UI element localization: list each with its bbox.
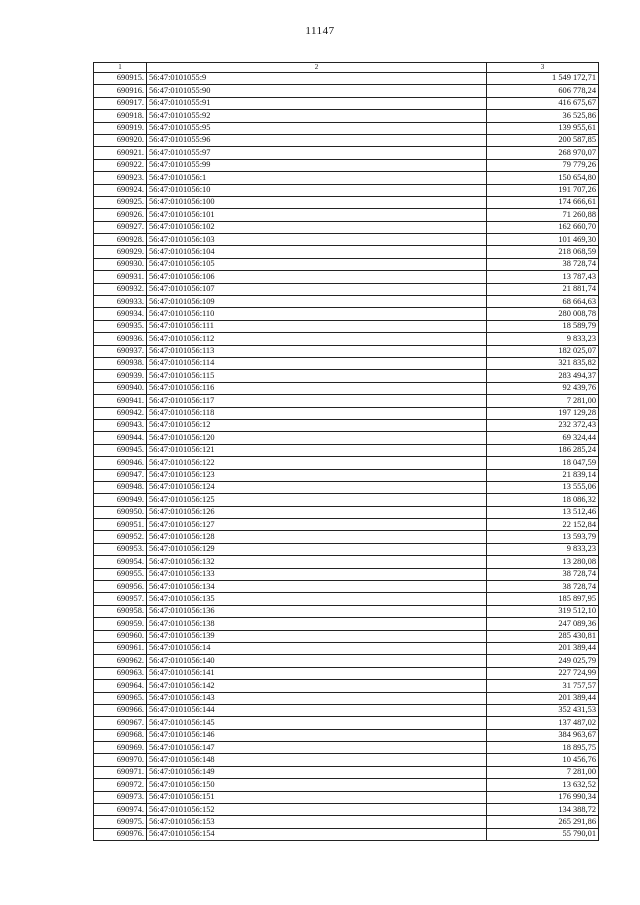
- cadastral-number-cell: 56:47:0101055:95: [147, 122, 487, 134]
- table-row: [94, 655, 599, 667]
- cadastral-value-cell: 13 280,08: [487, 556, 599, 568]
- cadastral-value-cell: 7 281,00: [487, 766, 599, 778]
- table-row: [94, 382, 599, 394]
- row-number-cell: 690933.: [94, 296, 147, 308]
- table-row: [94, 742, 599, 754]
- cadastral-value-cell: 71 260,88: [487, 209, 599, 221]
- cadastral-value-cell: 265 291,86: [487, 816, 599, 828]
- row-number-cell: 690931.: [94, 271, 147, 283]
- cadastral-number-cell: 56:47:0101056:138: [147, 618, 487, 630]
- row-number-cell: 690955.: [94, 568, 147, 580]
- cadastral-number-cell: 56:47:0101055:99: [147, 159, 487, 171]
- cadastral-value-cell: 218 068,59: [487, 246, 599, 258]
- table-row: [94, 791, 599, 803]
- row-number-cell: 690961.: [94, 642, 147, 654]
- cadastral-value-cell: 21 839,14: [487, 469, 599, 481]
- table-row: [94, 271, 599, 283]
- cadastral-value-cell: 7 281,00: [487, 395, 599, 407]
- row-number-cell: 690971.: [94, 766, 147, 778]
- row-number-cell: 690934.: [94, 308, 147, 320]
- cadastral-value-cell: 92 439,76: [487, 382, 599, 394]
- row-number-cell: 690958.: [94, 605, 147, 617]
- cadastral-value-cell: 79 779,26: [487, 159, 599, 171]
- table-row: [94, 494, 599, 506]
- row-number-cell: 690956.: [94, 581, 147, 593]
- cadastral-value-cell: 283 494,37: [487, 370, 599, 382]
- table-row: [94, 308, 599, 320]
- row-number-cell: 690925.: [94, 196, 147, 208]
- row-number-cell: 690954.: [94, 556, 147, 568]
- cadastral-number-cell: 56:47:0101056:104: [147, 246, 487, 258]
- row-number-cell: 690950.: [94, 506, 147, 518]
- table-row: [94, 407, 599, 419]
- cadastral-value-cell: 200 587,85: [487, 134, 599, 146]
- row-number-cell: 690920.: [94, 134, 147, 146]
- row-number-cell: 690919.: [94, 122, 147, 134]
- table-row: [94, 395, 599, 407]
- column-header-value: 3: [487, 63, 599, 73]
- cadastral-value-cell: 139 955,61: [487, 122, 599, 134]
- cadastral-value-cell: 201 389,44: [487, 642, 599, 654]
- table-row: [94, 97, 599, 109]
- cadastral-number-cell: 56:47:0101055:96: [147, 134, 487, 146]
- table-row: [94, 258, 599, 270]
- row-number-cell: 690949.: [94, 494, 147, 506]
- row-number-cell: 690941.: [94, 395, 147, 407]
- cadastral-number-cell: 56:47:0101056:12: [147, 419, 487, 431]
- cadastral-value-cell: 191 707,26: [487, 184, 599, 196]
- table-row: [94, 618, 599, 630]
- table-row: [94, 581, 599, 593]
- cadastral-value-cell: 352 431,53: [487, 704, 599, 716]
- cadastral-number-cell: 56:47:0101056:125: [147, 494, 487, 506]
- row-number-cell: 690970.: [94, 754, 147, 766]
- cadastral-number-cell: 56:47:0101055:90: [147, 85, 487, 97]
- row-number-cell: 690975.: [94, 816, 147, 828]
- cadastral-number-cell: 56:47:0101056:121: [147, 444, 487, 456]
- table-row: [94, 221, 599, 233]
- table-row: [94, 804, 599, 816]
- cadastral-value-cell: 137 487,02: [487, 717, 599, 729]
- cadastral-value-cell: 38 728,74: [487, 258, 599, 270]
- cadastral-value-cell: 55 790,01: [487, 828, 599, 840]
- cadastral-value-cell: 38 728,74: [487, 568, 599, 580]
- cadastral-value-cell: 319 512,10: [487, 605, 599, 617]
- cadastral-number-cell: 56:47:0101056:154: [147, 828, 487, 840]
- table-row: [94, 134, 599, 146]
- cadastral-number-cell: 56:47:0101056:116: [147, 382, 487, 394]
- table-row: [94, 419, 599, 431]
- cadastral-number-cell: 56:47:0101056:146: [147, 729, 487, 741]
- table-row: [94, 246, 599, 258]
- table-row: [94, 234, 599, 246]
- cadastral-value-cell: 13 555,06: [487, 481, 599, 493]
- row-number-cell: 690948.: [94, 481, 147, 493]
- table-row: [94, 543, 599, 555]
- cadastral-number-cell: 56:47:0101056:142: [147, 680, 487, 692]
- cadastral-value-cell: 197 129,28: [487, 407, 599, 419]
- cadastral-number-cell: 56:47:0101056:135: [147, 593, 487, 605]
- cadastral-number-cell: 56:47:0101056:110: [147, 308, 487, 320]
- table-row: [94, 754, 599, 766]
- table-row: [94, 147, 599, 159]
- cadastral-value-cell: 38 728,74: [487, 581, 599, 593]
- cadastral-value-cell: 227 724,99: [487, 667, 599, 679]
- cadastral-number-cell: 56:47:0101056:14: [147, 642, 487, 654]
- table-row: [94, 296, 599, 308]
- table-row: [94, 469, 599, 481]
- cadastral-number-cell: 56:47:0101056:128: [147, 531, 487, 543]
- row-number-cell: 690932.: [94, 283, 147, 295]
- row-number-cell: 690942.: [94, 407, 147, 419]
- table-row: [94, 667, 599, 679]
- row-number-cell: 690952.: [94, 531, 147, 543]
- row-number-cell: 690959.: [94, 618, 147, 630]
- row-number-cell: 690923.: [94, 172, 147, 184]
- cadastral-number-cell: 56:47:0101056:101: [147, 209, 487, 221]
- cadastral-value-cell: 69 324,44: [487, 432, 599, 444]
- row-number-cell: 690967.: [94, 717, 147, 729]
- row-number-cell: 690929.: [94, 246, 147, 258]
- table-row: [94, 766, 599, 778]
- row-number-cell: 690953.: [94, 543, 147, 555]
- row-number-cell: 690936.: [94, 333, 147, 345]
- row-number-cell: 690946.: [94, 457, 147, 469]
- cadastral-number-cell: 56:47:0101056:109: [147, 296, 487, 308]
- row-number-cell: 690944.: [94, 432, 147, 444]
- cadastral-value-cell: 185 897,95: [487, 593, 599, 605]
- column-header-cadastral-number: 2: [147, 63, 487, 73]
- cadastral-value-cell: 13 512,46: [487, 506, 599, 518]
- cadastral-number-cell: 56:47:0101056:143: [147, 692, 487, 704]
- table-row: [94, 692, 599, 704]
- row-number-cell: 690965.: [94, 692, 147, 704]
- table-row: [94, 519, 599, 531]
- cadastral-number-cell: 56:47:0101055:9: [147, 73, 487, 85]
- cadastral-number-cell: 56:47:0101056:103: [147, 234, 487, 246]
- row-number-cell: 690969.: [94, 742, 147, 754]
- table-row: [94, 85, 599, 97]
- row-number-cell: 690963.: [94, 667, 147, 679]
- cadastral-number-cell: 56:47:0101056:105: [147, 258, 487, 270]
- row-number-cell: 690966.: [94, 704, 147, 716]
- cadastral-value-cell: 606 778,24: [487, 85, 599, 97]
- row-number-cell: 690940.: [94, 382, 147, 394]
- row-number-cell: 690945.: [94, 444, 147, 456]
- cadastral-value-cell: 249 025,79: [487, 655, 599, 667]
- table-row: [94, 172, 599, 184]
- cadastral-number-cell: 56:47:0101055:91: [147, 97, 487, 109]
- cadastral-number-cell: 56:47:0101056:120: [147, 432, 487, 444]
- table-row: [94, 444, 599, 456]
- cadastral-number-cell: 56:47:0101056:139: [147, 630, 487, 642]
- table-row: [94, 531, 599, 543]
- cadastral-number-cell: 56:47:0101056:151: [147, 791, 487, 803]
- cadastral-value-cell: 174 666,61: [487, 196, 599, 208]
- cadastral-number-cell: 56:47:0101056:152: [147, 804, 487, 816]
- row-number-cell: 690968.: [94, 729, 147, 741]
- page-number: 11147: [305, 25, 335, 37]
- table-row: [94, 481, 599, 493]
- row-number-cell: 690930.: [94, 258, 147, 270]
- row-number-cell: 690964.: [94, 680, 147, 692]
- table-row: [94, 506, 599, 518]
- cadastral-value-cell: 186 285,24: [487, 444, 599, 456]
- cadastral-value-cell: 101 469,30: [487, 234, 599, 246]
- table-row: [94, 779, 599, 791]
- column-header-number: 1: [94, 63, 147, 73]
- cadastral-number-cell: 56:47:0101055:97: [147, 147, 487, 159]
- cadastral-value-cell: 201 389,44: [487, 692, 599, 704]
- cadastral-value-cell: 36 525,86: [487, 110, 599, 122]
- table-row: [94, 642, 599, 654]
- table-row: [94, 717, 599, 729]
- cadastral-number-cell: 56:47:0101056:112: [147, 333, 487, 345]
- cadastral-value-cell: 18 895,75: [487, 742, 599, 754]
- table-row: [94, 704, 599, 716]
- row-number-cell: 690917.: [94, 97, 147, 109]
- cadastral-number-cell: 56:47:0101056:124: [147, 481, 487, 493]
- row-number-cell: 690924.: [94, 184, 147, 196]
- cadastral-value-cell: 9 833,23: [487, 543, 599, 555]
- cadastral-value-cell: 416 675,67: [487, 97, 599, 109]
- cadastral-number-cell: 56:47:0101056:147: [147, 742, 487, 754]
- cadastral-value-cell: 22 152,84: [487, 519, 599, 531]
- cadastral-number-cell: 56:47:0101056:150: [147, 779, 487, 791]
- table-row: [94, 457, 599, 469]
- row-number-cell: 690935.: [94, 320, 147, 332]
- table-row: [94, 122, 599, 134]
- cadastral-number-cell: 56:47:0101056:140: [147, 655, 487, 667]
- table-row: [94, 605, 599, 617]
- table-row: [94, 568, 599, 580]
- table-row: [94, 159, 599, 171]
- cadastral-number-cell: 56:47:0101056:123: [147, 469, 487, 481]
- table-row: [94, 432, 599, 444]
- row-number-cell: 690928.: [94, 234, 147, 246]
- cadastral-value-cell: 1 549 172,71: [487, 73, 599, 85]
- cadastral-number-cell: 56:47:0101056:115: [147, 370, 487, 382]
- cadastral-value-cell: 182 025,07: [487, 345, 599, 357]
- cadastral-value-cell: 232 372,43: [487, 419, 599, 431]
- cadastral-value-cell: 18 047,59: [487, 457, 599, 469]
- table-row: [94, 729, 599, 741]
- row-number-cell: 690943.: [94, 419, 147, 431]
- cadastral-value-cell: 285 430,81: [487, 630, 599, 642]
- row-number-cell: 690921.: [94, 147, 147, 159]
- table-row: [94, 320, 599, 332]
- table-row: [94, 333, 599, 345]
- cadastral-value-cell: 134 388,72: [487, 804, 599, 816]
- table-row: [94, 828, 599, 840]
- row-number-cell: 690976.: [94, 828, 147, 840]
- row-number-cell: 690922.: [94, 159, 147, 171]
- table-row: [94, 184, 599, 196]
- cadastral-number-cell: 56:47:0101056:10: [147, 184, 487, 196]
- row-number-cell: 690926.: [94, 209, 147, 221]
- cadastral-value-cell: 21 881,74: [487, 283, 599, 295]
- row-number-cell: 690918.: [94, 110, 147, 122]
- row-number-cell: 690927.: [94, 221, 147, 233]
- cadastral-number-cell: 56:47:0101056:132: [147, 556, 487, 568]
- cadastral-number-cell: 56:47:0101056:133: [147, 568, 487, 580]
- row-number-cell: 690973.: [94, 791, 147, 803]
- cadastral-value-cell: 280 008,78: [487, 308, 599, 320]
- table-row: [94, 196, 599, 208]
- table-row: [94, 556, 599, 568]
- row-number-cell: 690938.: [94, 357, 147, 369]
- row-number-cell: 690947.: [94, 469, 147, 481]
- cadastral-number-cell: 56:47:0101056:114: [147, 357, 487, 369]
- cadastral-value-cell: 176 990,34: [487, 791, 599, 803]
- table-row: [94, 73, 599, 85]
- row-number-cell: 690951.: [94, 519, 147, 531]
- table-row: [94, 680, 599, 692]
- cadastral-number-cell: 56:47:0101056:102: [147, 221, 487, 233]
- cadastral-value-cell: 18 589,79: [487, 320, 599, 332]
- row-number-cell: 690960.: [94, 630, 147, 642]
- table-row: [94, 370, 599, 382]
- cadastral-value-cell: 150 654,80: [487, 172, 599, 184]
- cadastral-value-cell: 384 963,67: [487, 729, 599, 741]
- table-row: [94, 209, 599, 221]
- cadastral-number-cell: 56:47:0101056:117: [147, 395, 487, 407]
- table-row: [94, 357, 599, 369]
- row-number-cell: 690939.: [94, 370, 147, 382]
- table-row: [94, 110, 599, 122]
- cadastral-number-cell: 56:47:0101056:145: [147, 717, 487, 729]
- row-number-cell: 690915.: [94, 73, 147, 85]
- cadastral-value-cell: 321 835,82: [487, 357, 599, 369]
- row-number-cell: 690972.: [94, 779, 147, 791]
- cadastral-value-cell: 9 833,23: [487, 333, 599, 345]
- cadastral-value-cell: 13 632,52: [487, 779, 599, 791]
- cadastral-value-cell: 162 660,70: [487, 221, 599, 233]
- table-row: [94, 283, 599, 295]
- cadastral-value-cell: 268 970,07: [487, 147, 599, 159]
- cadastral-value-cell: 247 089,36: [487, 618, 599, 630]
- table-row: [94, 593, 599, 605]
- cadastral-number-cell: 56:47:0101056:134: [147, 581, 487, 593]
- cadastral-number-cell: 56:47:0101056:113: [147, 345, 487, 357]
- cadastral-value-cell: 31 757,57: [487, 680, 599, 692]
- cadastral-number-cell: 56:47:0101056:129: [147, 543, 487, 555]
- cadastral-number-cell: 56:47:0101056:100: [147, 196, 487, 208]
- row-number-cell: 690957.: [94, 593, 147, 605]
- cadastral-number-cell: 56:47:0101056:141: [147, 667, 487, 679]
- cadastral-number-cell: 56:47:0101056:122: [147, 457, 487, 469]
- cadastral-value-cell: 10 456,76: [487, 754, 599, 766]
- cadastral-number-cell: 56:47:0101056:127: [147, 519, 487, 531]
- cadastral-value-cell: 18 086,32: [487, 494, 599, 506]
- cadastral-value-cell: 13 787,43: [487, 271, 599, 283]
- cadastral-number-cell: 56:47:0101055:92: [147, 110, 487, 122]
- cadastral-value-table: [93, 62, 599, 841]
- table-header-row: [94, 63, 599, 73]
- cadastral-value-cell: 13 593,79: [487, 531, 599, 543]
- cadastral-number-cell: 56:47:0101056:106: [147, 271, 487, 283]
- cadastral-number-cell: 56:47:0101056:107: [147, 283, 487, 295]
- cadastral-number-cell: 56:47:0101056:153: [147, 816, 487, 828]
- table-row: [94, 630, 599, 642]
- cadastral-number-cell: 56:47:0101056:136: [147, 605, 487, 617]
- row-number-cell: 690937.: [94, 345, 147, 357]
- cadastral-number-cell: 56:47:0101056:149: [147, 766, 487, 778]
- table-row: [94, 345, 599, 357]
- cadastral-number-cell: 56:47:0101056:1: [147, 172, 487, 184]
- cadastral-number-cell: 56:47:0101056:126: [147, 506, 487, 518]
- cadastral-number-cell: 56:47:0101056:111: [147, 320, 487, 332]
- table-body: [94, 73, 599, 841]
- cadastral-number-cell: 56:47:0101056:148: [147, 754, 487, 766]
- table-row: [94, 816, 599, 828]
- cadastral-value-cell: 68 664,63: [487, 296, 599, 308]
- cadastral-number-cell: 56:47:0101056:118: [147, 407, 487, 419]
- row-number-cell: 690962.: [94, 655, 147, 667]
- cadastral-number-cell: 56:47:0101056:144: [147, 704, 487, 716]
- row-number-cell: 690974.: [94, 804, 147, 816]
- row-number-cell: 690916.: [94, 85, 147, 97]
